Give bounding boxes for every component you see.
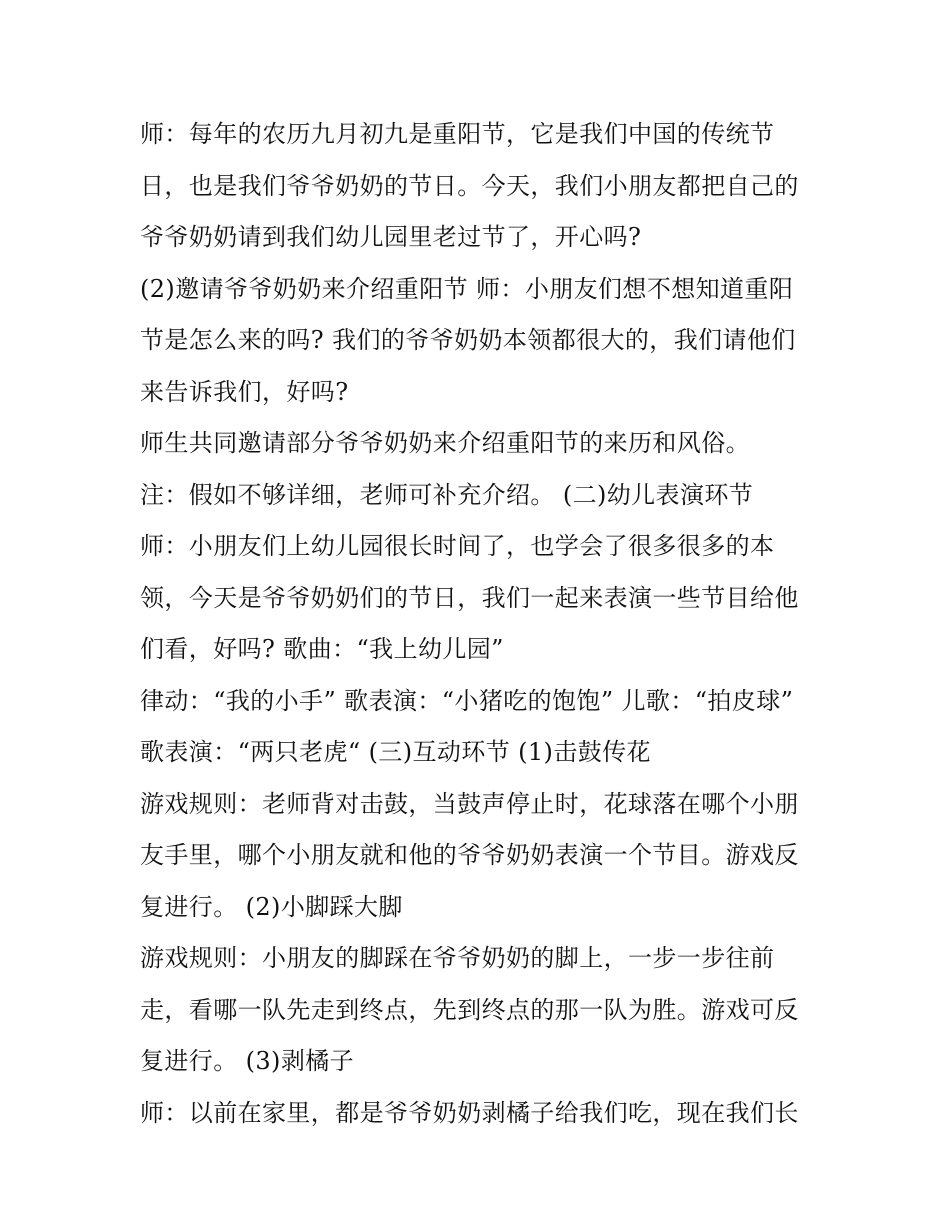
- text-line: 师：每年的农历九月初九是重阳节，它是我们中国的传统节: [140, 120, 775, 148]
- text-line: 爷爷奶奶请到我们幼儿园里老过节了，开心吗?: [140, 223, 642, 251]
- text-line: 歌表演：“两只老虎“ (三)互动环节 (1)击鼓传花: [140, 738, 651, 766]
- text-line: 师生共同邀请部分爷爷奶奶来介绍重阳节的来历和风俗。: [140, 429, 750, 457]
- text-line: 来告诉我们，好吗?: [140, 377, 349, 406]
- text-line: 师：以前在家里，都是爷爷奶奶剥橘子给我们吃，现在我们长: [140, 1098, 799, 1127]
- text-line: 律动：“我的小手” 歌表演：“小猪吃的饱饱” 儿歌：“拍皮球”: [140, 686, 794, 715]
- text-line: 友手里，哪个小朋友就和他的爷爷奶奶表演一个节目。游戏反: [140, 841, 799, 869]
- text-line: 领，今天是爷爷奶奶们的节日，我们一起来表演一些节目给他: [140, 583, 799, 612]
- document-body: [140, 109, 830, 1139]
- text-line: 们看，好吗? 歌曲：“我上幼儿园”: [140, 635, 504, 663]
- text-line: 节是怎么来的吗? 我们的爷爷奶奶本领都很大的，我们请他们: [140, 326, 796, 354]
- text-line: 师：小朋友们上幼儿园很长时间了，也学会了很多很多的本: [140, 532, 775, 560]
- text-line: 复进行。 (2)小脚踩大脚: [140, 892, 403, 921]
- text-line: 走，看哪一队先走到终点，先到终点的那一队为胜。游戏可反: [140, 995, 799, 1024]
- text-line: 日，也是我们爷爷奶奶的节日。今天，我们小朋友都把自己的: [140, 171, 799, 200]
- text-line: 复进行。 (3)剥橘子: [140, 1047, 355, 1075]
- text-line: 游戏规则：老师背对击鼓，当鼓声停止时，花球落在哪个小朋: [140, 789, 799, 818]
- text-line: 注：假如不够详细，老师可补充介绍。 (二)幼儿表演环节: [140, 480, 754, 509]
- text-line: 游戏规则：小朋友的脚踩在爷爷奶奶的脚上，一步一步往前: [140, 944, 775, 972]
- text-line: (2)邀请爷爷奶奶来介绍重阳节 师：小朋友们想不想知道重阳: [140, 274, 794, 303]
